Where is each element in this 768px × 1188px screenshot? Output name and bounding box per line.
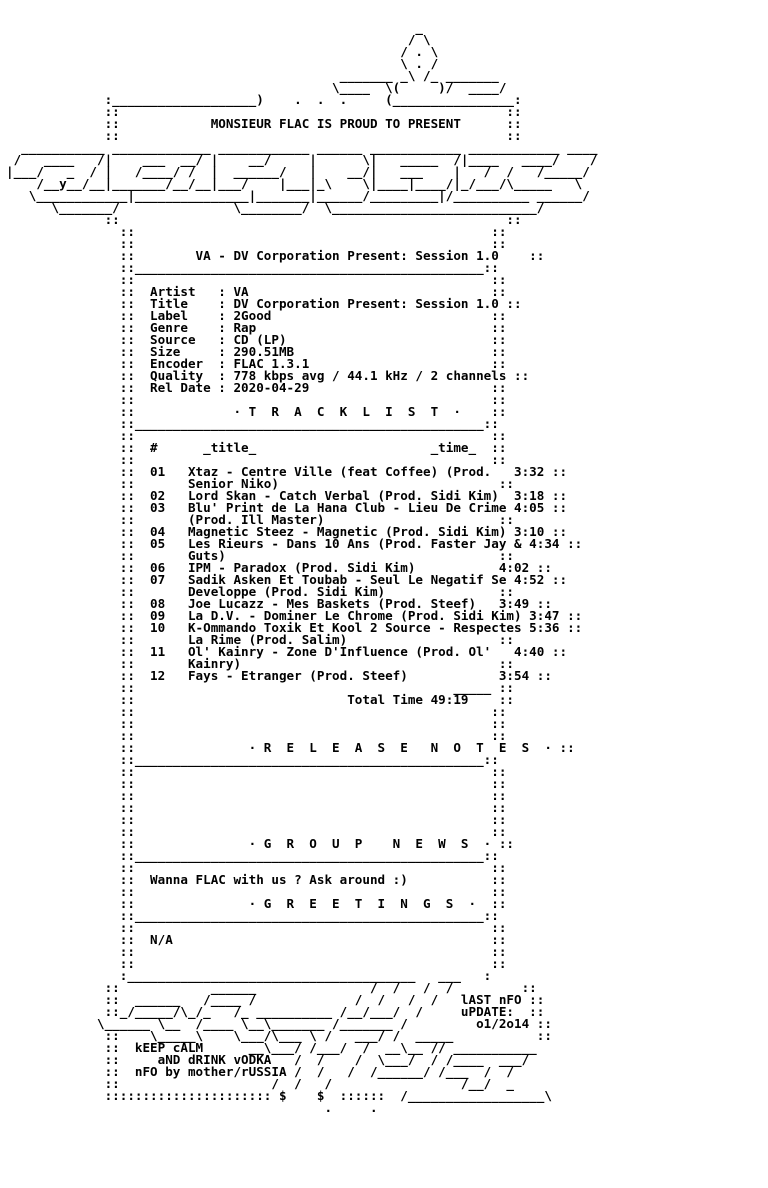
nfo-line: :: :: bbox=[6, 944, 507, 959]
nfo-line: :: La Rime (Prod. Salim) :: bbox=[6, 632, 514, 647]
nfo-line: :: :: bbox=[6, 788, 507, 803]
nfo-line: :: :: bbox=[6, 128, 522, 143]
nfo-line: \____________|_______________|_______|______/_________|/__________ ______/ bbox=[6, 188, 590, 203]
nfo-line: :: Encoder : FLAC 1.3.1 :: bbox=[6, 356, 507, 371]
nfo-line: :: :: bbox=[6, 716, 507, 731]
nfo-line: :: Developpe (Prod. Sidi Kim) :: bbox=[6, 584, 514, 599]
nfo-line: :: 05 Les Rieurs - Dans 10 Ans (Prod. Faster Jay & 4:34 :: bbox=[6, 536, 583, 551]
nfo-line: \____ \( )/ ____/ bbox=[6, 80, 507, 95]
nfo-line: :: :: bbox=[6, 452, 507, 467]
nfo-line: :: Genre : Rap :: bbox=[6, 320, 507, 335]
nfo-line: :: ______ / / / / :: bbox=[6, 980, 537, 995]
nfo-line: :: Senior Niko) :: bbox=[6, 476, 514, 491]
nfo-document bbox=[6, 22, 597, 1114]
nfo-line: :: 01 Xtaz - Centre Ville (feat Coffee) (Prod. 3:32 :: bbox=[6, 464, 568, 479]
nfo-line: _______ _\ /_ _______ bbox=[6, 68, 499, 83]
nfo-line: :: :: bbox=[6, 800, 507, 815]
nfo-line: :: Kainry) :: bbox=[6, 656, 514, 671]
nfo-line: / ____ /| ___ __/ | __/ | \| _____ /|____ ____/ / bbox=[6, 152, 598, 167]
nfo-line: :: Wanna FLAC with us ? Ask around :) :: bbox=[6, 872, 507, 887]
nfo-line: . . bbox=[6, 1100, 378, 1115]
nfo-line: :: 02 Lord Skan - Catch Verbal (Prod. Sidi Kim) 3:18 :: bbox=[6, 488, 568, 503]
nfo-line: :______________________________________ ___ : bbox=[6, 968, 492, 983]
nfo-line: :: :: bbox=[6, 212, 522, 227]
nfo-line: :: :: bbox=[6, 104, 522, 119]
nfo-line: :: 03 Blu' Print de La Hana Club - Lieu De Crime 4:05 :: bbox=[6, 500, 568, 515]
nfo-line: :: nFO by mother/rUSSIA / / / /______/ /___ / / bbox=[6, 1064, 514, 1079]
nfo-line: :: Guts) :: bbox=[6, 548, 514, 563]
nfo-line: |___/ _ / | /____/ / | ______/ | __/| ___ | / / /_____/ bbox=[6, 164, 590, 179]
nfo-line: :: :: bbox=[6, 728, 507, 743]
nfo-line: :: · R E L E A S E N O T E S · :: bbox=[6, 740, 575, 755]
nfo-line: :: :: bbox=[6, 236, 507, 251]
nfo-line: :: _____ :: bbox=[6, 680, 514, 695]
nfo-line: :: :: bbox=[6, 224, 507, 239]
nfo-line: _ bbox=[6, 20, 424, 35]
nfo-line: :: 12 Fays - Etranger (Prod. Steef) 3:54 :: bbox=[6, 668, 552, 683]
nfo-line: :: 08 Joe Lucazz - Mes Baskets (Prod. Steef) 3:49 :: bbox=[6, 596, 552, 611]
nfo-line: \ . / bbox=[6, 56, 439, 71]
nfo-line: :: Total Time 49:19 :: bbox=[6, 692, 514, 707]
nfo-line: ::______________________________________________:: bbox=[6, 848, 499, 863]
nfo-line: :: (Prod. Ill Master) :: bbox=[6, 512, 514, 527]
nfo-line: :: :: bbox=[6, 272, 507, 287]
nfo-line: / \ bbox=[6, 32, 431, 47]
nfo-line: :: :: bbox=[6, 764, 507, 779]
nfo-line: :: 10 K-Ommando Toxik Et Kool 2 Source - Respectes 5:36 :: bbox=[6, 620, 583, 635]
nfo-line: :: Source : CD (LP) :: bbox=[6, 332, 507, 347]
nfo-line: ::______________________________________________:: bbox=[6, 416, 499, 431]
nfo-line: :: :: bbox=[6, 920, 507, 935]
nfo-line: :: :: bbox=[6, 812, 507, 827]
nfo-line: \_______/ \________/ \___________________________/ bbox=[6, 200, 545, 215]
nfo-line: :: 07 Sadik Asken Et Toubab - Seul Le Negatif Se 4:52 :: bbox=[6, 572, 568, 587]
nfo-line: :: · G R E E T I N G S · :: bbox=[6, 896, 507, 911]
nfo-line: :::::::::::::::::::::: $ $ :::::: /__________________\ bbox=[6, 1088, 552, 1103]
nfo-line: :: :: bbox=[6, 956, 507, 971]
nfo-line: :: aND dRINK vODKA / / / \___/ / /____ ___/ bbox=[6, 1052, 530, 1067]
nfo-line: :: VA - DV Corporation Present: Session 1.0 :: bbox=[6, 248, 545, 263]
nfo-line: / . \ bbox=[6, 44, 439, 59]
nfo-line: :: # _title_ _time_ :: bbox=[6, 440, 507, 455]
nfo-line: ::_/_____/\_/_ /_ __________ /__/___/ / uPDATE: :: bbox=[6, 1004, 545, 1019]
nfo-line: :: Quality : 778 kbps avg / 44.1 kHz / 2 channels :: bbox=[6, 368, 530, 383]
nfo-line: :: Rel Date : 2020-04-29 :: bbox=[6, 380, 507, 395]
nfo-line: :: 06 IPM - Paradox (Prod. Sidi Kim) 4:02 :: bbox=[6, 560, 552, 575]
nfo-line: :: :: bbox=[6, 824, 507, 839]
nfo-line: :___________________) . . . (________________: bbox=[6, 92, 522, 107]
nfo-line: :: MONSIEUR FLAC IS PROUD TO PRESENT :: bbox=[6, 116, 522, 131]
nfo-line: ___________ _____________ ____________ ______ ____________ ____________ ____ bbox=[6, 140, 598, 155]
nfo-line: :: · G R O U P N E W S · :: bbox=[6, 836, 514, 851]
nfo-line: :: \_____\ \___/\___ \ / ___/ / _____ :: bbox=[6, 1028, 552, 1043]
nfo-line: :: / / / /__/ _ bbox=[6, 1076, 514, 1091]
nfo-line: :: Artist : VA :: bbox=[6, 284, 507, 299]
nfo-line: :: Size : 290.51MB :: bbox=[6, 344, 507, 359]
nfo-line: :: kEEP cALM __\___/ /___/ / __\__ // ___________ bbox=[6, 1040, 537, 1055]
nfo-line: :: 04 Magnetic Steez - Magnetic (Prod. Sidi Kim) 3:10 :: bbox=[6, 524, 568, 539]
nfo-line: /__y__/__|_______/__/__|___/ |___|_\ \|____|____/|_/___/\_____ \ bbox=[6, 176, 583, 191]
nfo-line: :: Title : DV Corporation Present: Session 1.0 :: bbox=[6, 296, 522, 311]
nfo-line: :: :: bbox=[6, 428, 507, 443]
nfo-line: :: ______ /____ / / / / / lAST nFO :: bbox=[6, 992, 545, 1007]
nfo-line: :: 11 Ol' Kainry - Zone D'Influence (Prod. Ol' 4:40 :: bbox=[6, 644, 568, 659]
nfo-line: :: :: bbox=[6, 860, 507, 875]
nfo-line: :: · T R A C K L I S T · :: bbox=[6, 404, 507, 419]
nfo-line: :: 09 La D.V. - Dominer Le Chrome (Prod. Sidi Kim) 3:47 :: bbox=[6, 608, 583, 623]
nfo-line: :: :: bbox=[6, 884, 507, 899]
nfo-line: ::______________________________________________:: bbox=[6, 260, 499, 275]
nfo-line: :: N/A :: bbox=[6, 932, 507, 947]
nfo-line: \______ \__ /____ \__\_______ /_______ / o1/2o14 :: bbox=[6, 1016, 552, 1031]
nfo-line: ::______________________________________________:: bbox=[6, 908, 499, 923]
nfo-line: :: :: bbox=[6, 392, 507, 407]
nfo-line: :: :: bbox=[6, 704, 507, 719]
nfo-line: ::______________________________________________:: bbox=[6, 752, 499, 767]
nfo-line: :: Label : 2Good :: bbox=[6, 308, 507, 323]
nfo-line: :: :: bbox=[6, 776, 507, 791]
